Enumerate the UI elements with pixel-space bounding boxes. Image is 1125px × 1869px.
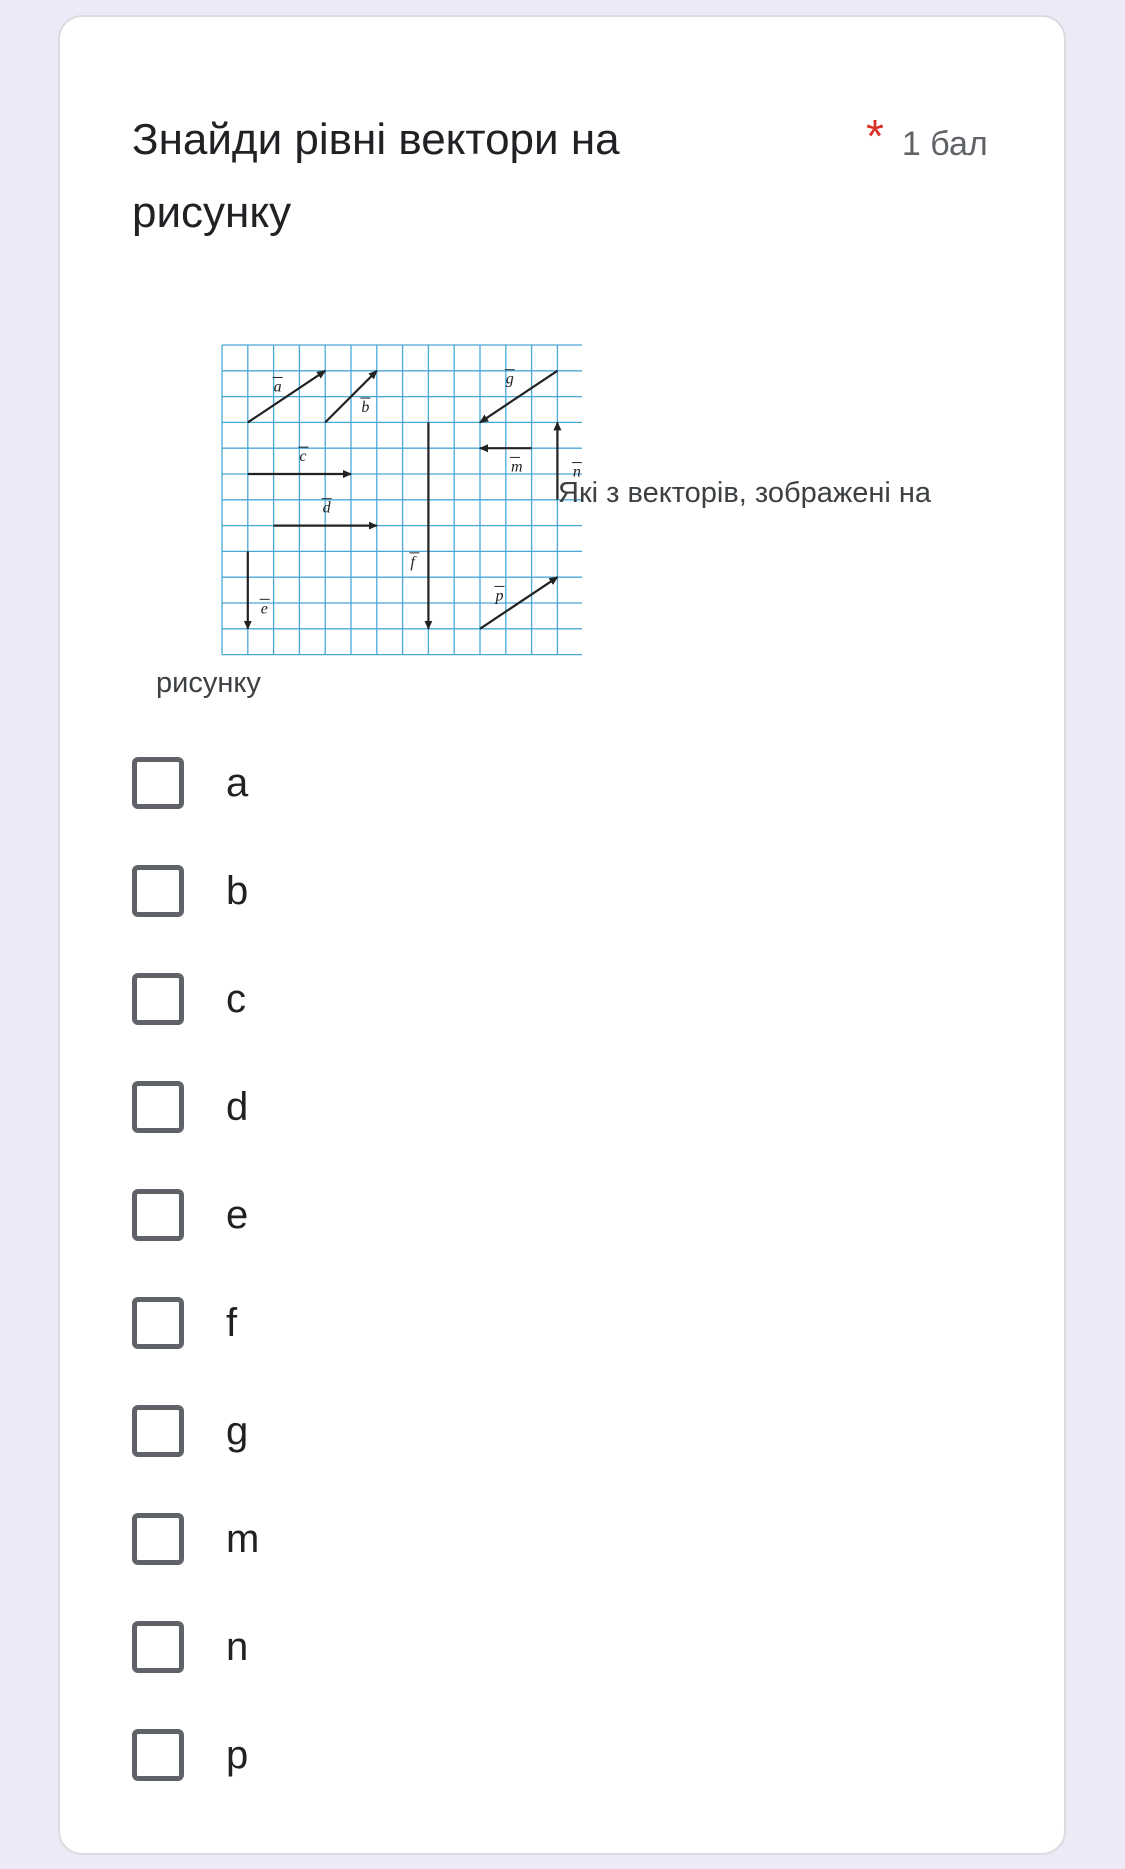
option-g[interactable] [132,1377,259,1485]
option-label: f [226,1300,238,1345]
option-f[interactable] [132,1269,259,1377]
vector-label-a: a [273,378,282,396]
vector-label-d: d [322,499,331,517]
required-asterisk: * [866,110,884,162]
question-card [58,15,1066,1855]
option-label: n [226,1624,249,1669]
option-label: p [226,1732,249,1777]
checkbox-icon[interactable] [132,1081,184,1133]
checkbox-icon[interactable] [132,1621,184,1673]
option-label: m [226,1516,260,1561]
checkbox-icon[interactable] [132,1405,184,1457]
checkbox-icon[interactable] [132,865,184,917]
points-label: 1 бал [901,125,988,163]
checkbox-icon[interactable] [132,973,184,1025]
option-label: d [226,1084,249,1129]
vector-grid-image [162,327,582,667]
option-label: e [226,1192,249,1237]
option-a[interactable] [132,729,259,837]
vector-label-p: p [495,587,504,605]
option-d[interactable] [132,1053,259,1161]
vector-label-n: n [572,463,581,481]
option-b[interactable] [132,837,259,945]
option-e[interactable] [132,1161,259,1269]
figure-caption-right: Які з векторів, зображені на [558,477,932,509]
vector-label-c: c [299,448,307,466]
option-label: g [226,1408,249,1453]
vector-label-m: m [510,458,523,476]
option-m[interactable] [132,1485,259,1593]
option-label: a [226,760,249,805]
vector-label-b: b [361,399,370,417]
vectors-figure [162,327,582,667]
vector-labels [260,370,582,618]
checkbox-icon[interactable] [132,1189,184,1241]
question-title: Знайди рівні вектори на рисунку [132,115,620,237]
figure-caption-below: рисунку [156,667,261,699]
checkbox-icon[interactable] [132,1729,184,1781]
vector-label-f: f [410,553,415,571]
vector-label-g: g [505,370,514,388]
option-p[interactable] [132,1701,259,1809]
checkbox-icon[interactable] [132,1297,184,1349]
option-n[interactable] [132,1593,259,1701]
vector-label-e: e [260,600,268,618]
option-label: b [226,868,249,913]
checkbox-icon[interactable] [132,1513,184,1565]
checkbox-icon[interactable] [132,757,184,809]
required-points [866,110,988,167]
checkbox-options [132,729,259,1809]
option-label: c [226,976,246,1021]
option-c[interactable] [132,945,259,1053]
